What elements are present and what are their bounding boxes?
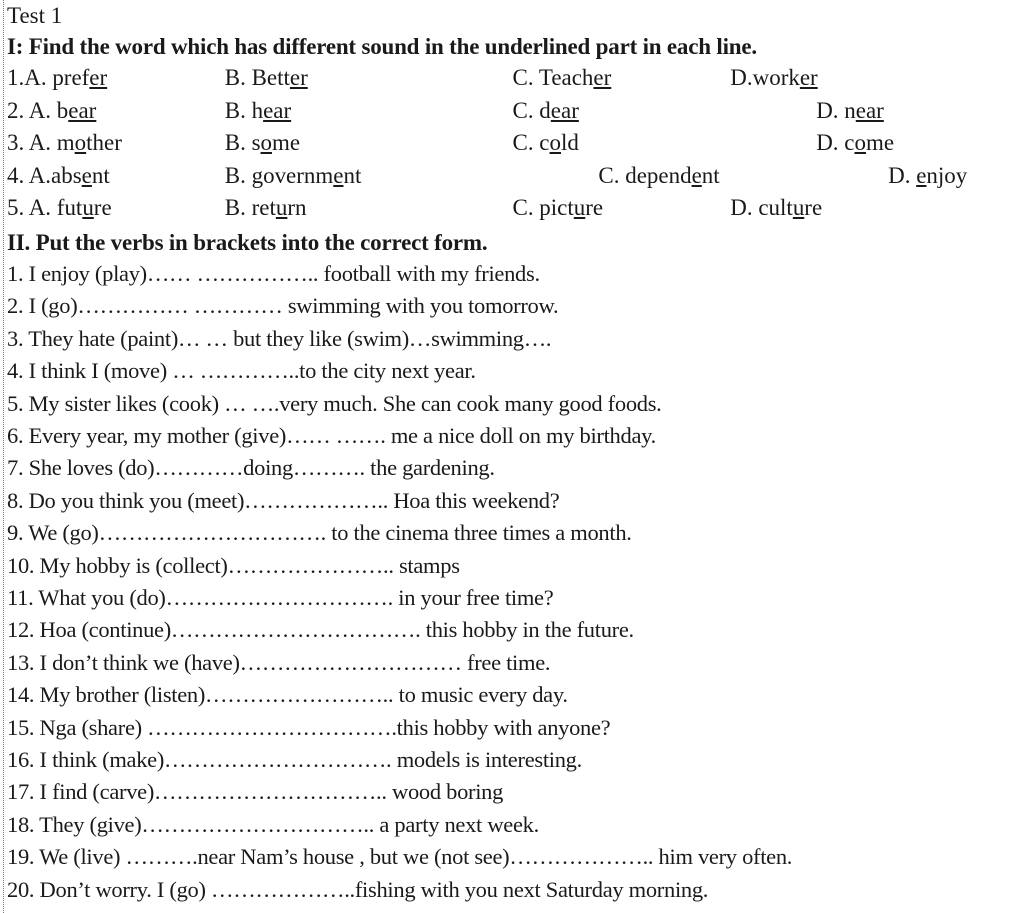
underlined-part: u <box>792 195 805 220</box>
option-text: C. Teach <box>512 65 594 90</box>
exercise-item: 13. I don’t think we (have)………………………… free time. <box>7 649 551 675</box>
option-text: 1.A. pref <box>7 65 90 90</box>
underlined-part: ear <box>550 98 579 123</box>
exercise-item: 3. They hate (paint)… … but they like (swim)…swimming…. <box>7 325 552 351</box>
option-a <box>7 63 107 93</box>
underlined-part: o <box>854 130 866 155</box>
exercise-item: 8. Do you think you (meet)……………….. Hoa this weekend? <box>7 487 560 513</box>
option-text: D. <box>888 163 917 188</box>
option-b <box>225 63 308 93</box>
section1-row <box>7 193 1016 223</box>
option-text: C. depend <box>598 163 692 188</box>
underlined-part: ear <box>68 98 97 123</box>
option-text: D.work <box>730 65 800 90</box>
option-b <box>225 161 362 191</box>
underlined-part: er <box>799 65 818 90</box>
option-text: D. n <box>816 98 856 123</box>
option-text-rest: rn <box>287 195 307 220</box>
option-c <box>512 96 578 126</box>
option-text: C. pict <box>512 195 574 220</box>
option-c <box>512 63 611 93</box>
exercise-item: 15. Nga (share) …………………………….this hobby with anyone? <box>7 714 611 740</box>
underlined-part: e <box>81 163 92 188</box>
underlined-part: u <box>82 195 94 220</box>
option-d <box>730 193 822 223</box>
option-text: B. Bett <box>224 65 290 90</box>
option-text: 5. A. fut <box>7 195 83 220</box>
option-b <box>225 128 300 158</box>
exercise-item: 18. They (give)………………………….. a party next week. <box>7 811 539 837</box>
option-text: B. governm <box>224 163 334 188</box>
option-a <box>7 161 110 191</box>
exercise-item: 12. Hoa (continue)……………………………. this hobby in the future. <box>7 617 634 643</box>
option-text-rest: nt <box>701 163 720 188</box>
option-text-rest: njoy <box>926 163 968 188</box>
underlined-part: o <box>549 130 562 155</box>
exercise-item: 9. We (go)…………………………. to the cinema three times a month. <box>7 520 632 546</box>
option-a <box>7 128 122 158</box>
underlined-part: u <box>275 195 288 220</box>
option-b <box>225 96 291 126</box>
exercise-item: 10. My hobby is (collect)………………….. stamps <box>7 552 460 578</box>
underlined-part: e <box>916 163 927 188</box>
underlined-part: o <box>74 130 87 155</box>
underlined-part: e <box>691 163 702 188</box>
option-a <box>7 96 96 126</box>
option-c <box>598 161 719 191</box>
exercise-item: 6. Every year, my mother (give)…… ……. me a nice doll on my birthday. <box>7 423 656 448</box>
option-text: B. s <box>224 130 261 155</box>
option-text-rest: me <box>865 130 895 155</box>
exercise-item: 7. She loves (do)…………doing………. the gardening. <box>7 455 495 481</box>
option-text: 4. A.abs <box>7 163 82 188</box>
option-text-rest: ld <box>561 130 579 155</box>
option-text-rest: re <box>585 195 604 220</box>
option-text-rest: re <box>804 195 823 220</box>
option-text: 2. A. b <box>7 98 69 123</box>
test-title: Test 1 <box>7 3 63 28</box>
exercise-item: 19. We (live) ……….near Nam’s house , but we (not see)……………….. him very often. <box>7 844 793 870</box>
exercise-item: 2. I (go)…………… ………… swimming with you tomorrow. <box>7 293 559 319</box>
left-margin-rule <box>3 0 4 913</box>
option-text-rest: nt <box>91 163 110 188</box>
underlined-part: er <box>89 65 108 90</box>
underlined-part: er <box>289 65 308 90</box>
underlined-part: o <box>260 130 273 155</box>
underlined-part: er <box>593 65 612 90</box>
section1-row <box>7 63 1016 93</box>
option-d <box>816 96 884 126</box>
option-d <box>816 128 894 158</box>
underlined-part: ear <box>855 98 884 123</box>
exercise-item: 4. I think I (move) … …………..to the city next year. <box>7 358 476 384</box>
exercise-item: 14. My brother (listen)…………………….. to music every day. <box>7 682 568 708</box>
exercise-item: 5. My sister likes (cook) … ….very much. She can cook many good foods. <box>7 390 662 416</box>
option-d <box>888 161 967 191</box>
option-a <box>7 193 112 223</box>
option-text-rest: nt <box>343 163 362 188</box>
option-c <box>512 193 603 223</box>
option-text: D. cult <box>730 195 793 220</box>
underlined-part: ear <box>263 98 292 123</box>
option-text: C. c <box>512 130 550 155</box>
exercise-item: 1. I enjoy (play)…… …………….. football with my friends. <box>7 261 540 286</box>
section1-heading: I: Find the word which has different sound in the underlined part in each line. <box>7 34 757 59</box>
option-text: B. ret <box>224 195 276 220</box>
option-text: B. h <box>224 98 264 123</box>
option-text-rest: me <box>272 130 301 155</box>
section1-row <box>7 128 1016 158</box>
section1-row <box>7 96 1016 126</box>
exercise-item: 17. I find (carve)………………………….. wood boring <box>7 779 504 805</box>
underlined-part: e <box>333 163 344 188</box>
underlined-part: u <box>573 195 586 220</box>
option-d <box>730 63 817 93</box>
exercise-item: 16. I think (make)…………………………. models is interesting. <box>7 747 582 772</box>
section1-row <box>7 161 1016 191</box>
option-text: C. d <box>512 98 551 123</box>
exercise-item: 11. What you (do)…………………………. in your free time? <box>7 585 554 610</box>
option-text-rest: re <box>93 195 112 220</box>
exercise-item: 20. Don’t worry. I (go) ………………..fishing with you next Saturday morning. <box>7 876 709 902</box>
option-text: 3. A. m <box>7 130 75 155</box>
option-b <box>225 193 307 223</box>
option-text: D. c <box>816 130 855 155</box>
option-text-rest: ther <box>86 130 122 155</box>
section2-heading: II. Put the verbs in brackets into the correct form. <box>7 230 488 255</box>
option-c <box>512 128 578 158</box>
